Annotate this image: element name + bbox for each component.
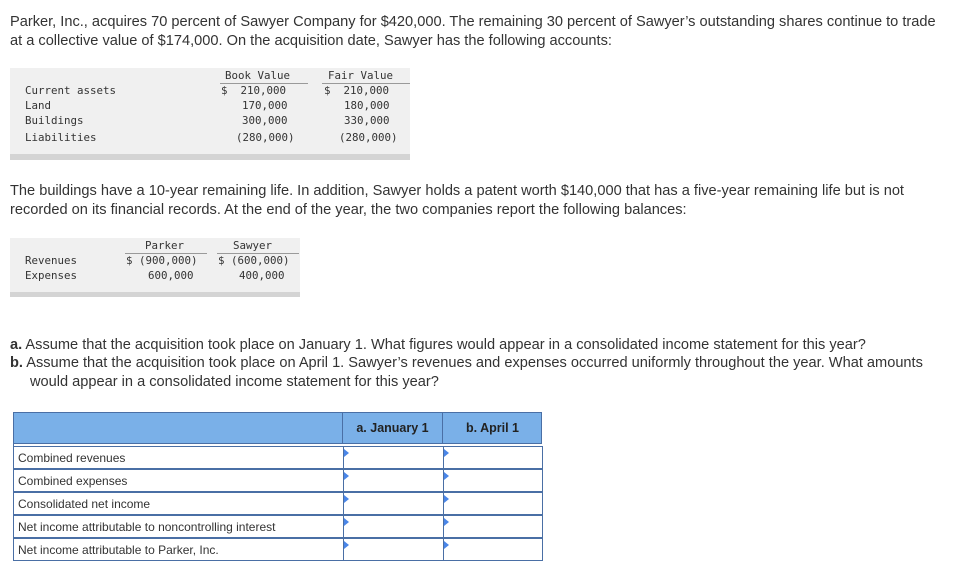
- row-label-nci-net-income: Net income attributable to noncontrolling interest: [13, 515, 344, 538]
- input-nci-net-income-b[interactable]: [443, 515, 543, 538]
- input-parker-net-income-a[interactable]: [343, 538, 444, 561]
- book-value: 300,000: [242, 114, 288, 127]
- question-a: [10, 336, 950, 355]
- input-combined-revenues-a[interactable]: [343, 446, 444, 469]
- header-fair-value: Fair Value: [328, 69, 394, 82]
- question-a-text: Assume that the acquisition took place on January 1. What figures would appear in a consolidated income statement for this year?: [25, 337, 866, 353]
- row-label: Revenues: [25, 254, 78, 267]
- input-consolidated-net-income-b[interactable]: [443, 492, 543, 515]
- input-consolidated-net-income-a[interactable]: [343, 492, 444, 515]
- book-value: 170,000: [242, 99, 288, 112]
- input-combined-revenues-b[interactable]: [443, 446, 543, 469]
- answer-header-blank: [13, 412, 343, 444]
- header-sawyer: Sawyer: [233, 239, 273, 252]
- fair-value: 330,000: [344, 114, 390, 127]
- sawyer-value: 400,000: [239, 269, 285, 282]
- input-nci-net-income-a[interactable]: [343, 515, 444, 538]
- accounts-table: [10, 68, 410, 160]
- input-parker-net-income-b[interactable]: [443, 538, 543, 561]
- row-label-parker-net-income: Net income attributable to Parker, Inc.: [13, 538, 344, 561]
- question-a-marker: a.: [10, 337, 23, 353]
- question-b-text: Assume that the acquisition took place on April 1. Sawyer’s revenues and expenses occurred uniformly throughout the year. What amounts would appear in a consolidated income statement for this year?: [26, 355, 923, 390]
- row-label-combined-expenses: Combined expenses: [13, 469, 344, 492]
- book-value: (280,000): [236, 131, 295, 144]
- fair-value: $ 210,000: [324, 84, 390, 97]
- header-book-value: Book Value: [225, 69, 291, 82]
- input-combined-expenses-b[interactable]: [443, 469, 543, 492]
- row-label-combined-revenues: Combined revenues: [13, 446, 344, 469]
- row-label-consolidated-net-income: Consolidated net income: [13, 492, 344, 515]
- column-header-b: b. April 1: [465, 421, 519, 435]
- fair-value: 180,000: [344, 99, 390, 112]
- question-b-marker: b.: [10, 355, 23, 371]
- row-label: Land: [25, 99, 52, 112]
- parker-value: $ (900,000): [126, 254, 198, 267]
- book-value: $ 210,000: [221, 84, 287, 97]
- sawyer-value: $ (600,000): [218, 254, 290, 267]
- question-b: [10, 354, 952, 392]
- middle-paragraph: The buildings have a 10-year remaining life. In addition, Sawyer holds a patent worth $140,000 that has a five-year remaining life but is not recorded on its financial records. At the end of the year, the two companies report the following balances:: [10, 183, 904, 218]
- balances-table: [10, 238, 300, 297]
- fair-value: (280,000): [339, 131, 398, 144]
- row-label: Expenses: [25, 269, 78, 282]
- row-label: Liabilities: [25, 131, 97, 144]
- column-header-a: a. January 1: [343, 412, 443, 444]
- intro-paragraph: Parker, Inc., acquires 70 percent of Sawyer Company for $420,000. The remaining 30 percent of Sawyer’s outstanding shares continue to trade at a collective value of $174,000. On the acquisition date, Sawyer has the following accounts:: [10, 14, 936, 49]
- row-label: Current assets: [25, 84, 117, 97]
- input-combined-expenses-a[interactable]: [343, 469, 444, 492]
- parker-value: 600,000: [148, 269, 194, 282]
- header-parker: Parker: [145, 239, 185, 252]
- row-label: Buildings: [25, 114, 84, 127]
